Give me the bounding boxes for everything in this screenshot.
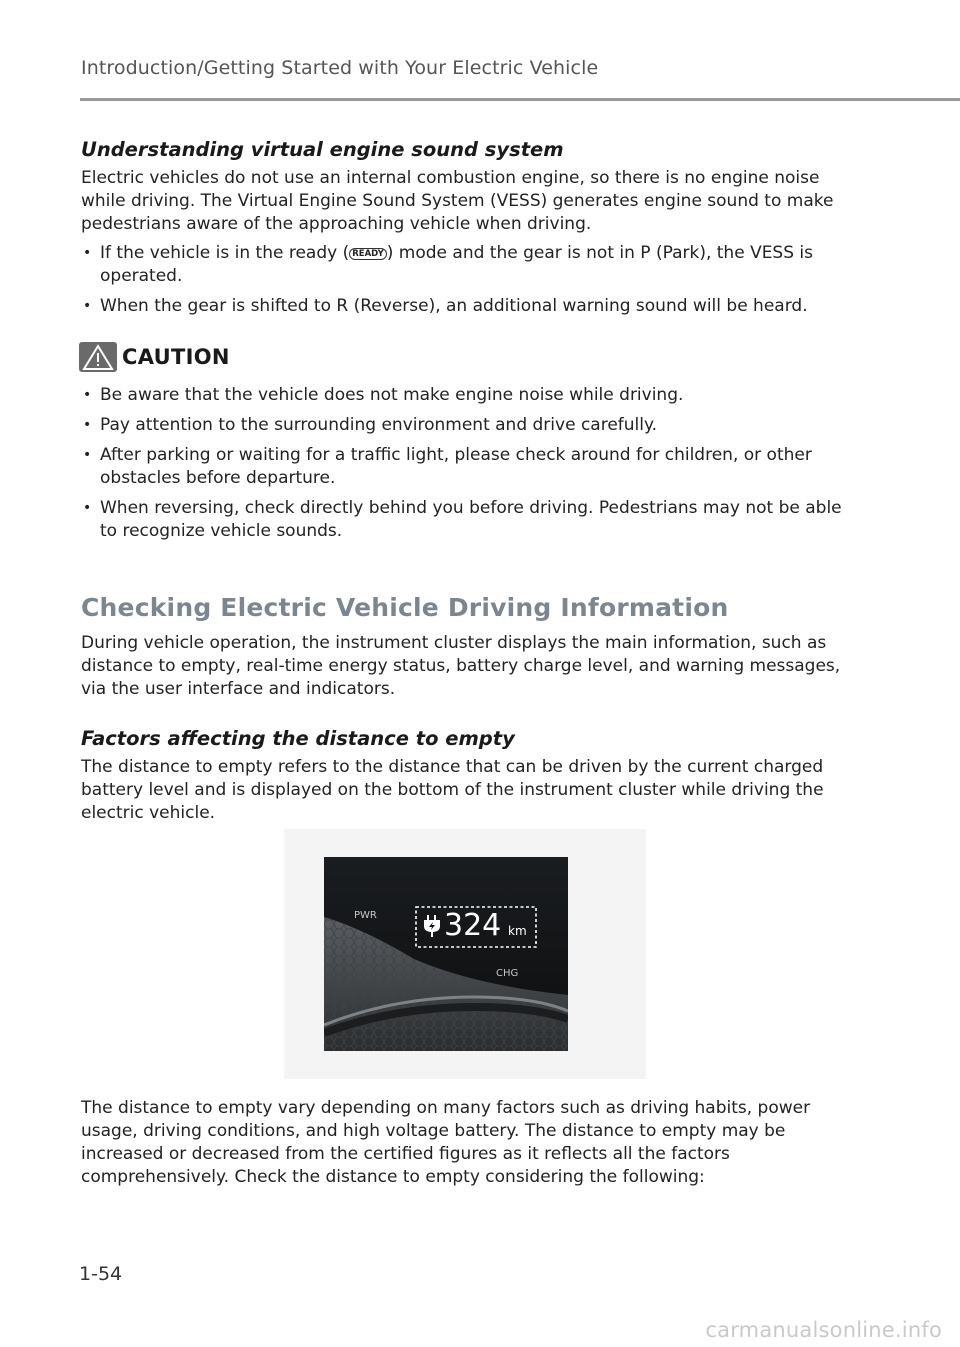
warning-triangle-icon (79, 342, 117, 372)
chg-label: CHG (496, 968, 519, 979)
watermark: carmanualsonline.info (705, 1318, 942, 1342)
caution-label: CAUTION (122, 345, 230, 369)
list-item (81, 242, 851, 288)
list-item: • Pay attention to the surrounding environment and drive carefully. (81, 414, 851, 437)
distance-unit: km (508, 924, 527, 938)
instrument-cluster-figure (284, 829, 646, 1079)
section-title: Checking Electric Vehicle Driving Information (81, 593, 729, 622)
bullet-text: ) mode and the gear is not in P (Park), the VESS is operated. (100, 243, 814, 286)
list-item: • Be aware that the vehicle does not make engine noise while driving. (81, 384, 851, 407)
caution-list (81, 384, 851, 543)
vess-heading: Understanding virtual engine sound system (81, 138, 564, 161)
dte-after-figure: The distance to empty vary depending on many factors such as driving habits, power usage, driving conditions, and high voltage battery. The distance to empty may be increased or decreased from the certified figures as it reflects all the factors comprehensively. Check the distance to empty considering the following: (81, 1098, 811, 1187)
distance-value: 324 (444, 908, 502, 943)
cluster-display (324, 857, 568, 1051)
vess-bullet-list (81, 242, 851, 318)
header-divider (80, 98, 960, 101)
list-item: • When reversing, check directly behind you before driving. Pedestrians may not be able to recognize vehicle sounds. (81, 497, 851, 543)
dte-heading: Factors affecting the distance to empty (81, 727, 515, 750)
page-header-title: Introduction/Getting Started with Your Electric Vehicle (81, 57, 599, 79)
page-number: 1-54 (79, 1263, 123, 1285)
bullet-text: If the vehicle is in the ready ( (100, 243, 350, 263)
ready-indicator-icon: READY (349, 248, 387, 260)
page-content (81, 138, 851, 831)
list-item: • When the gear is shifted to R (Reverse), an additional warning sound will be heard. (81, 295, 851, 318)
dte-intro: The distance to empty refers to the distance that can be driven by the current charged battery level and is displayed on the bottom of the instrument cluster while driving the electric vehicle. (81, 757, 824, 823)
caution-header (79, 342, 851, 372)
list-item: • After parking or waiting for a traffic light, please check around for children, or other obstacles before departure. (81, 444, 851, 490)
charge-plug-icon (423, 915, 441, 937)
pwr-label: PWR (354, 910, 377, 921)
section-intro: During vehicle operation, the instrument cluster displays the main information, such as distance to empty, real-time energy status, battery charge level, and warning messages, via the user interface and indicators. (81, 633, 841, 699)
vess-intro: Electric vehicles do not use an internal combustion engine, so there is no engine noise while driving. The Virtual Engine Sound System (VESS) generates engine sound to make pedestrians aware of the approaching vehicle when driving. (81, 168, 834, 234)
